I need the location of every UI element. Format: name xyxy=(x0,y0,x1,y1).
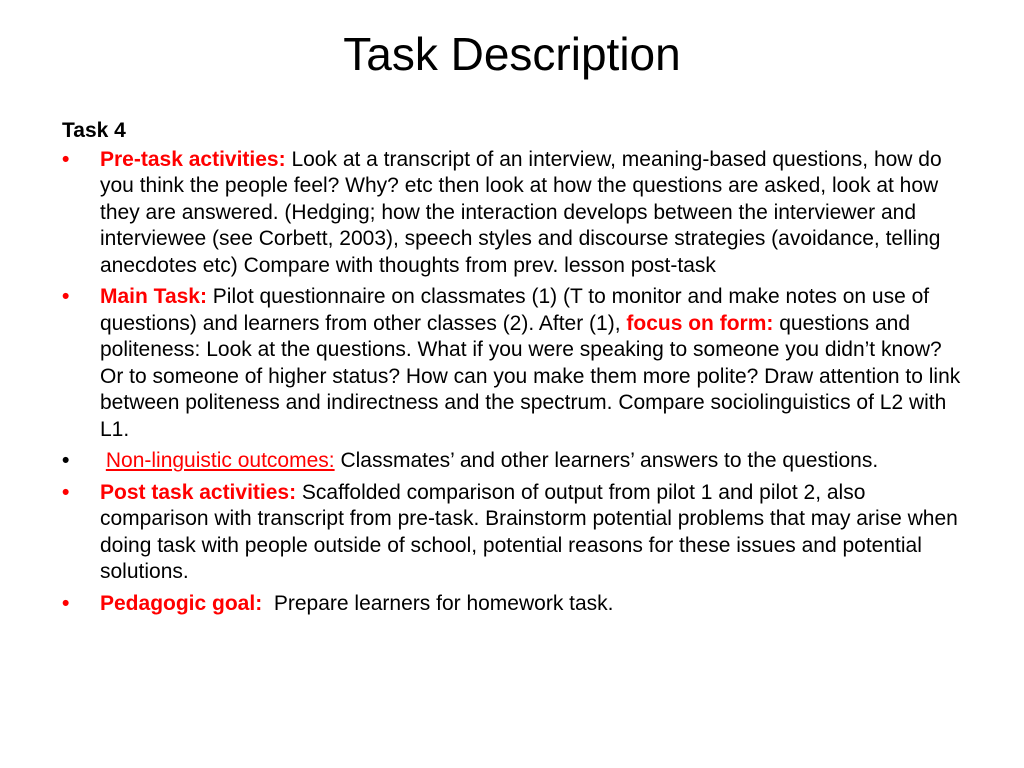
bullet-list xyxy=(62,147,962,618)
non-linguistic-text: Classmates’ and other learners’ answers to the questions. xyxy=(334,449,879,472)
list-item-non-linguistic xyxy=(62,448,962,475)
list-item-pre-task xyxy=(62,147,962,280)
bullet-icon: • xyxy=(62,449,70,472)
post-task-text: Scaffolded comparison of output from pilot 1 and pilot 2, also comparison with transcript from pre-task. Brainstorm potential problems that may arise when doing task with people outside of school, potential reasons for these issues and potential solutions. xyxy=(100,480,958,583)
pedagogic-goal-text: Prepare learners for homework task. xyxy=(262,591,614,615)
bullet-icon: • xyxy=(62,147,70,171)
non-linguistic-outcomes-link[interactable]: Non-linguistic outcomes: xyxy=(105,449,335,472)
list-item-main-task xyxy=(62,284,962,443)
post-task-label: Post task activities: xyxy=(100,480,297,504)
list-item-pedagogic-goal xyxy=(62,591,962,618)
bullet-icon: • xyxy=(62,480,70,504)
main-task-text-before: Pilot questionnaire on classmates (1) (T to monitor and make notes on use of questions) and learners from other classes (2). After (1), xyxy=(100,285,930,335)
main-task-label: Main Task: xyxy=(100,285,207,308)
task-label: Task 4 xyxy=(62,119,126,142)
pre-task-text: Look at a transcript of an interview, meaning-based questions, how do you think the people feel? Why? etc then look at how the questions are asked, look at how they are answered. (Hedging; how the interaction develops between the interviewer and interviewee (see Corbett, 2003), speech styles and discourse strategies (avoidance, telling anecdotes etc) Compare with thoughts from prev. lesson post-task xyxy=(100,147,942,277)
slide-content xyxy=(62,118,962,622)
pre-task-label: Pre-task activities: xyxy=(100,147,286,171)
pedagogic-goal-label: Pedagogic goal: xyxy=(100,591,263,615)
main-task-text-after: questions and politeness: Look at the questions. What if you were speaking to someone you didn’t know? Or to someone of higher status? How can you make them more polite? Draw attention to link between politeness and indirectness and the spectrum. Compare sociolinguistics of L2 with L1. xyxy=(100,311,961,441)
slide-title: Task Description xyxy=(343,28,681,80)
list-item-post-task xyxy=(62,480,962,586)
bullet-icon: • xyxy=(62,591,70,615)
focus-on-form-label: focus on form: xyxy=(626,311,774,335)
bullet-icon: • xyxy=(62,285,70,308)
